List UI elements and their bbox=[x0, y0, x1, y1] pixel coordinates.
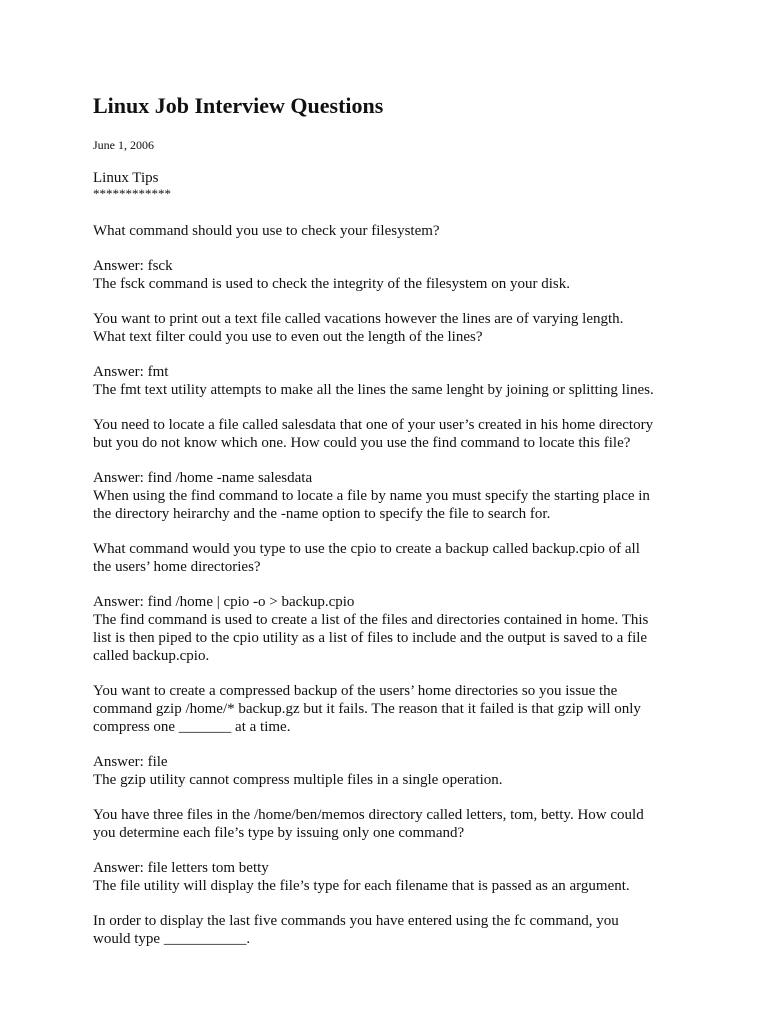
qa-paragraph: What command would you type to use the cpio to create a backup called backup.cpio of all the users’ home directories? bbox=[93, 541, 640, 575]
qa-paragraph: Answer: find /home | cpio -o > backup.cpio The find command is used to create a list of the files and directories contained in home. This list is then piped to the cpio utility as a list of files to include and the output is saved to a file called backup.cpio. bbox=[93, 594, 649, 664]
qa-paragraph: What command should you use to check your filesystem? bbox=[93, 223, 440, 239]
qa-list bbox=[93, 222, 693, 948]
qa-paragraph: Answer: file The gzip utility cannot compress multiple files in a single operation. bbox=[93, 754, 503, 788]
qa-paragraph: Answer: fmt The fmt text utility attempts to make all the lines the same lenght by joining or splitting lines. bbox=[93, 364, 654, 398]
document-page bbox=[93, 92, 693, 965]
section-divider: ************ bbox=[93, 186, 171, 201]
section-heading: Linux Tips bbox=[93, 170, 159, 186]
document-title: Linux Job Interview Questions bbox=[93, 93, 384, 118]
document-date: June 1, 2006 bbox=[93, 138, 154, 152]
qa-paragraph: You want to print out a text file called vacations however the lines are of varying length. What text filter could you use to even out the length of the lines? bbox=[93, 311, 624, 345]
qa-paragraph: You need to locate a file called salesdata that one of your user’s created in his home directory but you do not know which one. How could you use the find command to locate this file? bbox=[93, 417, 654, 451]
qa-paragraph: You have three files in the /home/ben/memos directory called letters, tom, betty. How could you determine each file’s type by issuing only one command? bbox=[93, 807, 644, 841]
qa-paragraph: You want to create a compressed backup of the users’ home directories so you issue the command gzip /home/* backup.gz but it fails. The reason that it failed is that gzip will only compress one _______ at a time. bbox=[93, 683, 641, 735]
qa-paragraph: Answer: find /home -name salesdata When using the find command to locate a file by name you must specify the starting place in the directory heirarchy and the -name option to specify the file to search for. bbox=[93, 470, 650, 522]
qa-paragraph: Answer: file letters tom betty The file utility will display the file’s type for each filename that is passed as an argument. bbox=[93, 860, 630, 894]
qa-paragraph: In order to display the last five commands you have entered using the fc command, you would type ___________. bbox=[93, 913, 619, 947]
qa-paragraph: Answer: fsck The fsck command is used to check the integrity of the filesystem on your disk. bbox=[93, 258, 570, 292]
